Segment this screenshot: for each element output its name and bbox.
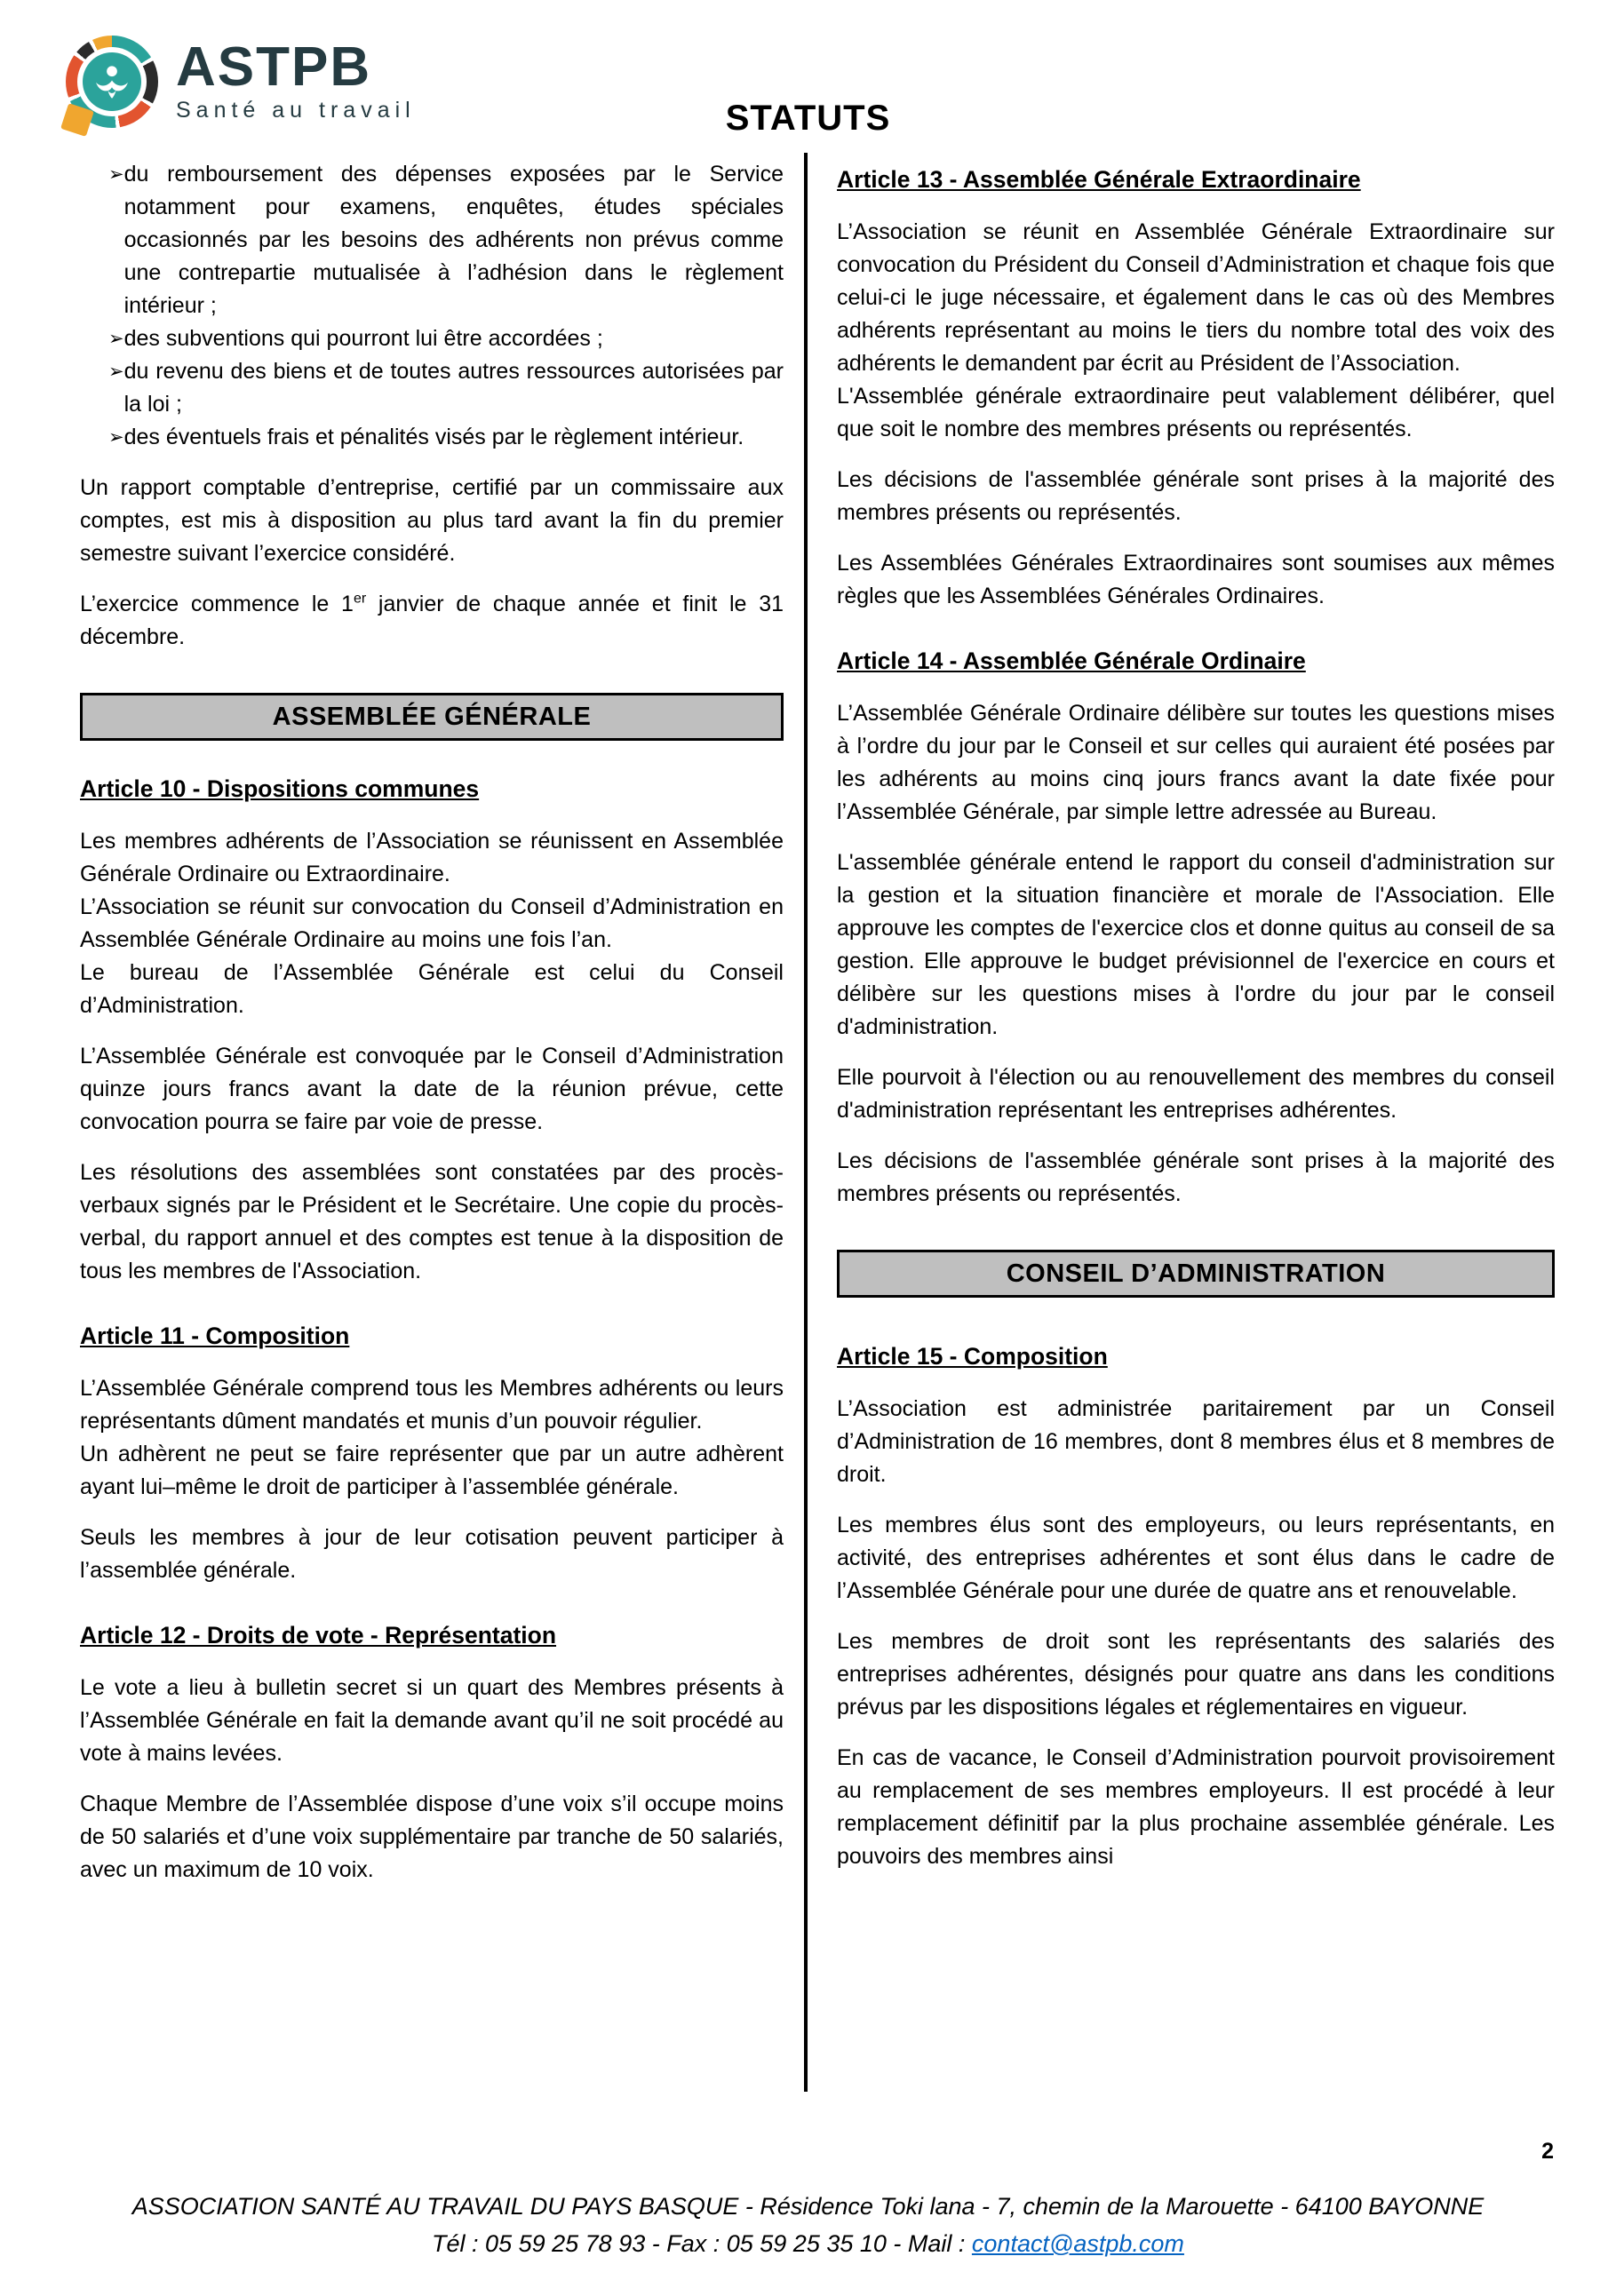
page-title: STATUTS [725,98,891,138]
section-header-assemblee-generale: ASSEMBLÉE GÉNÉRALE [80,693,784,741]
article-heading: Article 13 - Assemblée Générale Extraordinaire [837,166,1361,193]
list-item [80,158,784,322]
paragraph: Seuls les membres à jour de leur cotisation peuvent participer à l’assemblée générale. [80,1525,784,1583]
paragraph: Elle pourvoit à l'élection ou au renouvellement des membres du conseil d'administration représentant les entreprises adhérentes. [837,1065,1555,1123]
article-heading: Article 14 - Assemblée Générale Ordinaire [837,647,1306,674]
right-column [837,158,1555,1873]
paragraph: Un adhèrent ne peut se faire représenter que par un autre adhèrent ayant lui–même le droit de participer à l’assemblée générale. [80,1442,784,1499]
footer-contact: Tél : 05 59 25 78 93 - Fax : 05 59 25 35 10 - Mail : contact@astpb.com [432,2230,1184,2257]
paragraph: L’Assemblée Générale comprend tous les Membres adhérents ou leurs représentants dûment mandatés et munis d’un pouvoir régulier. [80,1376,784,1434]
brand-tagline: Santé au travail [176,98,416,123]
paragraph: Les résolutions des assemblées sont constatées par des procès-verbaux signés par le Président et le Secrétaire. Une copie du procès-verbal, du rapport annuel et des comptes est tenue à la disposition de tous les membres de l'Association. [80,1160,784,1283]
paragraph: Les décisions de l'assemblée générale sont prises à la majorité des membres présents ou représentés. [837,1148,1555,1206]
paragraph: L’Assemblée Générale est convoquée par le Conseil d’Administration quinze jours francs avant la date de la réunion prévue, cette convocation pourra se faire par voie de presse. [80,1044,784,1134]
paragraph: En cas de vacance, le Conseil d’Administration pourvoit provisoirement au remplacement de ses membres employeurs. Il est procédé à leur remplacement définitif par la plus prochaine assemblée générale. Les pouvoirs des membres ainsi [837,1745,1555,1869]
page-number: 2 [1541,2139,1554,2164]
paragraph: Les membres élus sont des employeurs, ou leurs représentants, en activité, des entreprises adhérentes et sont élus dans le cadre de l’Assemblée Générale pour une durée de quatre ans et renouvelable. [837,1513,1555,1603]
paragraph: Les Assemblées Générales Extraordinaires sont soumises aux mêmes règles que les Assemblées Générales Ordinaires. [837,551,1555,608]
section-header-conseil-administration: CONSEIL D’ADMINISTRATION [837,1250,1555,1298]
list-item-text: des subventions qui pourront lui être accordées ; [123,326,603,351]
article-heading: Article 11 - Composition [80,1323,350,1349]
arrow-bullet-icon: ➢ [108,164,124,185]
superscript-er: er [353,591,367,607]
paragraph: Les décisions de l'assemblée générale sont prises à la majorité des membres présents ou représentés. [837,467,1555,525]
paragraph: L’Assemblée Générale Ordinaire délibère sur toutes les questions mises à l’ordre du jour par le Conseil et sur celles qui auraient été posées par les adhérents au moins cinq jours francs avant la date fixée pour l’Assemblée Générale, par simple lettre adressée au Bureau. [837,701,1555,824]
column-divider [804,153,808,2092]
list-item [80,421,784,454]
paragraph: Le vote a lieu à bulletin secret si un quart des Membres présents à l’Assemblée Générale en fait la demande avant qu’il ne soit procédé au vote à mains levées. [80,1675,784,1766]
paragraph: L’Association se réunit sur convocation du Conseil d’Administration en Assemblée Générale Ordinaire au moins une fois l’an. [80,894,784,952]
article-heading: Article 12 - Droits de vote - Représentation [80,1622,557,1649]
paragraph: L’exercice commence le 1er janvier de chaque année et finit le 31 décembre. [80,591,784,649]
paragraph: Un rapport comptable d’entreprise, certifié par un commissaire aux comptes, est mis à disposition au plus tard avant la fin du premier semestre suivant l’exercice considéré. [80,475,784,566]
list-item-text: du revenu des biens et de toutes autres ressources autorisées par la loi ; [123,359,784,417]
arrow-bullet-icon: ➢ [108,329,124,349]
article-heading: Article 15 - Composition [837,1343,1108,1370]
person-icon [83,52,141,111]
mail-link[interactable]: contact@astpb.com [971,2230,1184,2257]
list-item-text: des éventuels frais et pénalités visés par le règlement intérieur. [123,425,744,449]
paragraph: L'assemblée générale entend le rapport du conseil d'administration sur la gestion et la situation financière et morale de l'Association. Elle approuve les comptes de l'exercice clos et donne quitus au conseil de sa gestion. Elle approuve le budget prévisionnel de l'exercice en cours et délibère sur les questions mises à l'ordre du jour par le conseil d'administration. [837,850,1555,1039]
list-item [80,355,784,421]
list-item [80,322,784,355]
left-column [80,158,784,1887]
paragraph: Le bureau de l’Assemblée Générale est celui du Conseil d’Administration. [80,960,784,1018]
paragraph: Chaque Membre de l’Assemblée dispose d’une voix s’il occupe moins de 50 salariés et d’une voix supplémentaire par tranche de 50 salariés, avec un maximum de 10 voix. [80,1792,784,1882]
brand-name: ASTPB [176,36,372,98]
paragraph: Les membres de droit sont les représentants des salariés des entreprises adhérentes, désignés pour quatre ans dans les conditions prévus par les dispositions légales et réglementaires en vigueur. [837,1629,1555,1720]
article-heading: Article 10 - Dispositions communes [80,775,480,802]
list-item-text: du remboursement des dépenses exposées par le Service notamment pour examens, enquêtes, études spéciales occasionnés par les besoins des adhérents non prévus comme une contrepartie mutualisée à l’adhésion dans le règlement intérieur ; [123,162,784,318]
paragraph: L’Association est administrée paritairement par un Conseil d’Administration de 16 membres, dont 8 membres élus et 8 membres de droit. [837,1396,1555,1487]
paragraph: L'Assemblée générale extraordinaire peut valablement délibérer, quel que soit le nombre des membres présents ou représentés. [837,384,1555,441]
paragraph: L’Association se réunit en Assemblée Générale Extraordinaire sur convocation du Président du Conseil d’Administration et chaque fois que celui-ci le juge nécessaire, et également dans le cas où des Membres adhérents représentant au moins le tiers du nombre total des voix des adhérents le demandent par écrit au Président de l’Association. [837,219,1555,376]
arrow-bullet-icon: ➢ [108,361,124,382]
paragraph: Les membres adhérents de l’Association se réunissent en Assemblée Générale Ordinaire ou Extraordinaire. [80,829,784,886]
arrow-bullet-icon: ➢ [108,427,124,448]
footer-address: ASSOCIATION SANTÉ AU TRAVAIL DU PAYS BASQUE - Résidence Toki lana - 7, chemin de la Marouette - 64100 BAYONNE [131,2193,1485,2220]
